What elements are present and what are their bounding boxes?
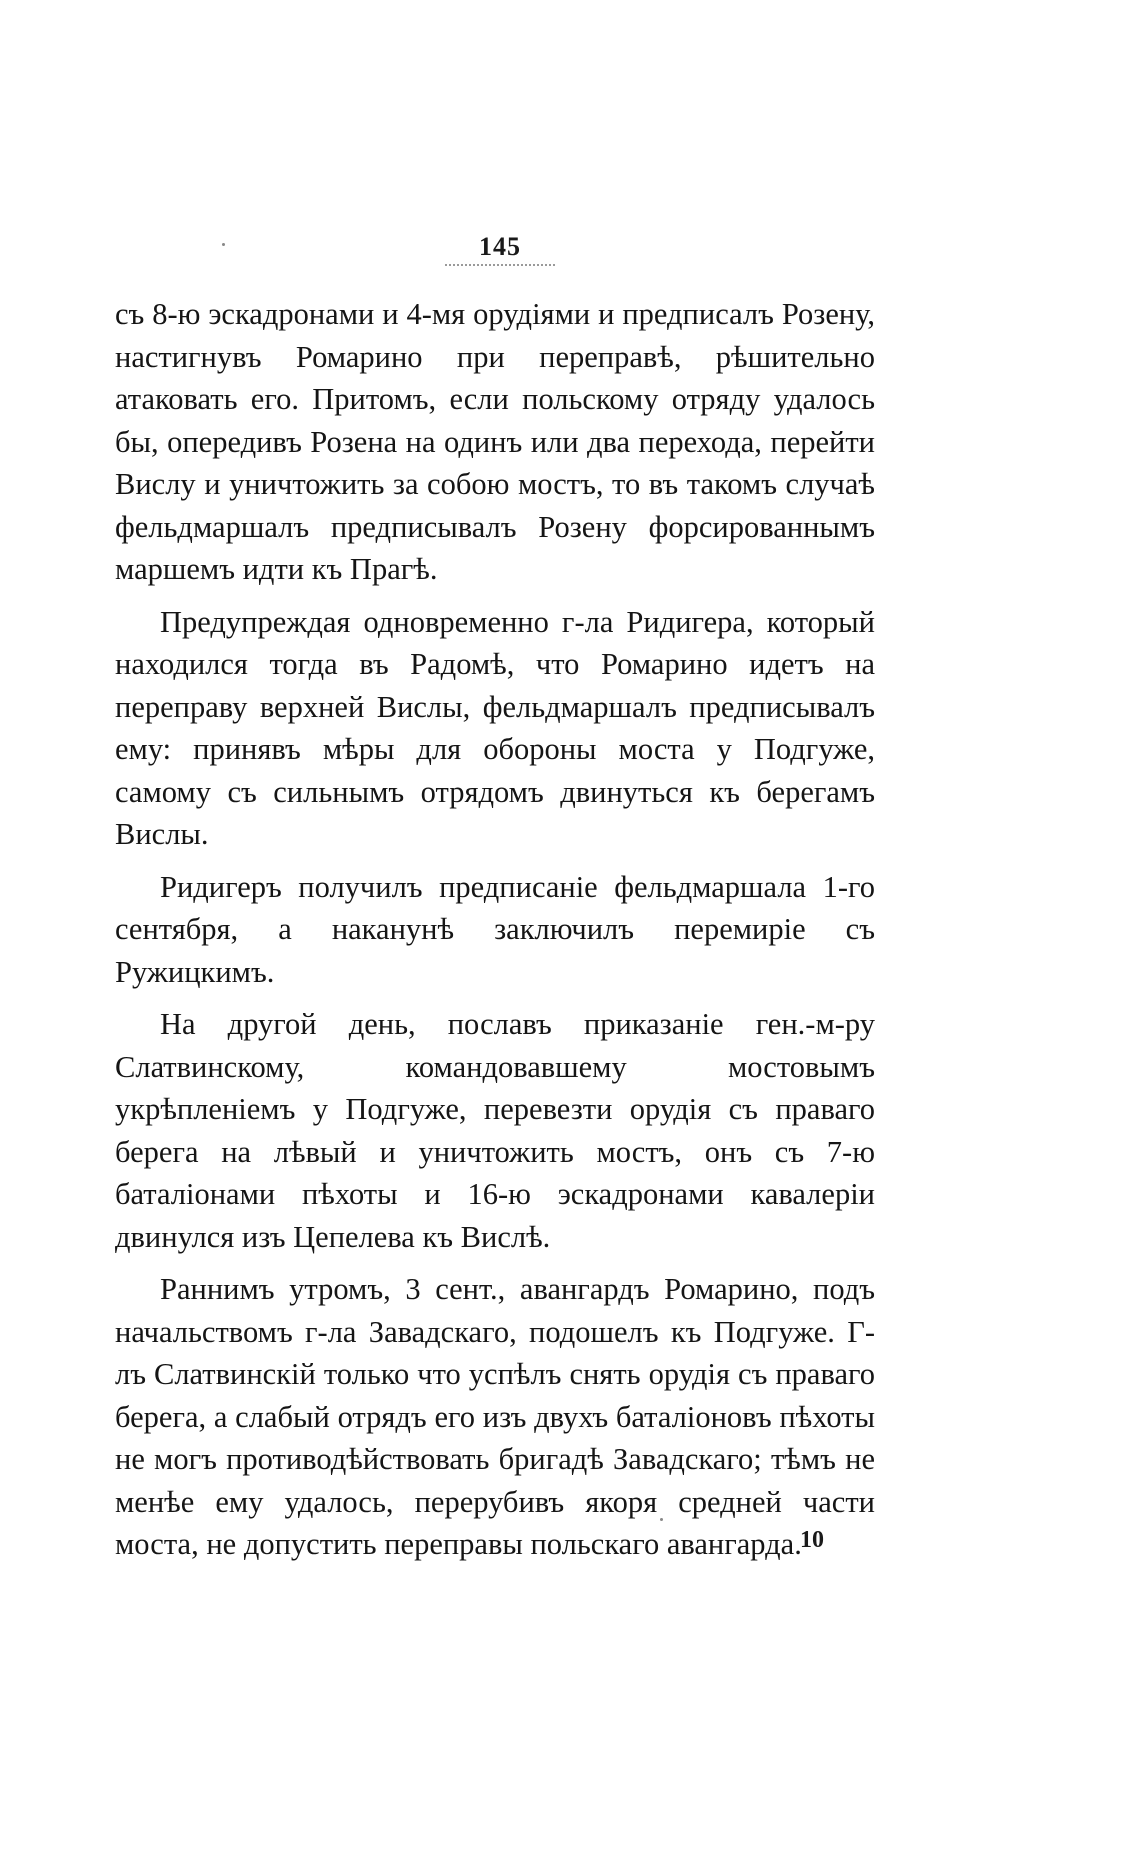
- paragraph-continuation: съ 8-ю эскадронами и 4-мя орудіями и предписалъ Розену, настигнувъ Ромарино при переправѣ, рѣшительно атаковать его. Притомъ, если польскому отряду удалось бы, опередивъ Розена на одинъ или два перехода, перейти Вислу и уничтожить за собою мостъ, то въ такомъ случаѣ фельдмаршалъ предписывалъ Розену форсированнымъ маршемъ идти къ Прагѣ.: [115, 297, 875, 586]
- signature-mark: 10: [800, 1527, 824, 1553]
- body-text: [115, 293, 875, 1576]
- paragraph: Предупреждая одновременно г-ла Ридигера, который находился тогда въ Радомѣ, что Ромарино идетъ на переправу верхней Вислы, фельдмаршалъ предписывалъ ему: принявъ мѣры для обороны моста у Подгуже, самому съ сильнымъ отрядомъ двинуться къ берегамъ Вислы.: [115, 604, 875, 851]
- paragraph: Ридигеръ получилъ предписаніе фельдмаршала 1-го сентября, а наканунѣ заключилъ перемиріе съ Ружицкимъ.: [115, 869, 875, 989]
- paper-speck: [222, 243, 225, 246]
- paragraph: Раннимъ утромъ, 3 сент., авангардъ Ромарино, подъ начальствомъ г-ла Завадскаго, подошелъ къ Подгуже. Г-лъ Слатвинскій только что успѣлъ снять орудія съ праваго берега, а слабый отрядъ его изъ двухъ баталіоновъ пѣхоты не могъ противодѣйствовать бригадѣ Завадскаго; тѣмъ не менѣе ему удалось, перерубивъ якоря средней части моста, не допустить переправы польскаго авангарда.: [115, 1272, 875, 1561]
- page-number: 145: [0, 232, 1000, 262]
- paragraph: На другой день, пославъ приказаніе ген.-м-ру Слатвинскому, командовавшему мостовымъ укрѣпленіемъ у Подгуже, перевезти орудія съ праваго берега на лѣвый и уничтожить мостъ, онъ съ 7-ю баталіонами пѣхоты и 16-ю эскадронами кавалеріи двинулся изъ Цепелева къ Вислѣ.: [115, 1007, 875, 1254]
